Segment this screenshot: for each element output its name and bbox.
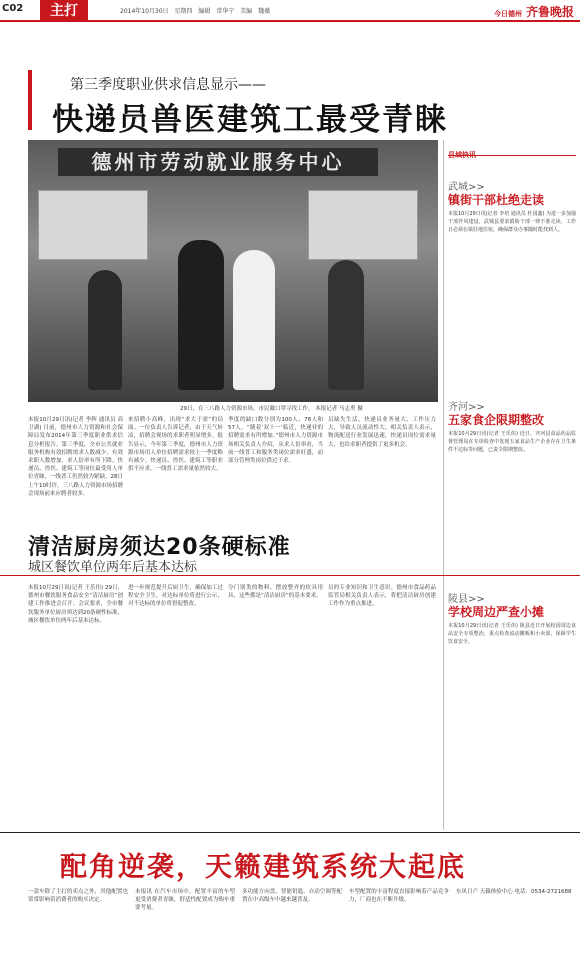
story3-body: 多功能方向盘、智能钥匙、自动空调等配置在中高级车中越来越普及。 xyxy=(242,889,342,904)
sidebar-header: 县域快讯 xyxy=(448,142,576,156)
story3-footer: 东风日产 天籁体验中心 电话：0534-2721688 xyxy=(456,889,572,895)
story2-headline: 清洁厨房须达20条硬标准 xyxy=(28,535,291,560)
story3-body: 本报讯 在汽车市场中，配置丰富的车型更受消费者青睐，舒适性配置成为购车重要考量。 xyxy=(135,889,235,912)
brief-place: 齐河>> xyxy=(448,402,485,413)
brief-place: 武城>> xyxy=(448,182,485,193)
page-number: C02 xyxy=(2,3,24,14)
accent-bar xyxy=(28,70,32,130)
story1-headline: 快递员兽医建筑工最受青睐 xyxy=(52,102,448,138)
story1-body: 来招聘小高峰，出现“求大于需”的局面。一位负责人告诉记者，由于天气转凉，招聘会现场的求职者明显增多。报告显示，今年第三季度，德州市人力资源市场用人单位招聘需求较上一季度略有减少。快递员、兽医、建筑工等职业供不应求，一线普工需求量依然较大。 xyxy=(128,417,223,473)
person-figure xyxy=(178,240,224,390)
story3-body: 一款车除了主打的卖点之外，其他配置也常常影响着消费者的购买决定。 xyxy=(28,889,128,904)
divider xyxy=(0,832,580,833)
photo-sign: 德州市劳动就业服务中心 xyxy=(58,148,378,176)
person-figure xyxy=(328,260,364,390)
story3-body: 车型配置的丰富程度直接影响着产品竞争力，厂商也在不断升级。 xyxy=(349,889,449,904)
brief-qihe xyxy=(448,398,576,455)
brief-wucheng xyxy=(448,178,576,235)
story2-body: 进一步规范提升后厨卫生，确保加工过程安全卫生。对达标单位将进行公示，对不达标的单位将督促整改。 xyxy=(128,585,223,608)
brief-title: 五家食企限期整改 xyxy=(448,413,545,427)
story1-body: 员缺失生活，快递员业务量大、工作压力大，导致人员流动性大。相关负责人表示，物流配送行业发展迅速，快递员岗位需求量大，也给求职者提供了更多机会。 xyxy=(328,417,436,448)
page-header xyxy=(0,0,580,22)
brief-body: 本报10月29日讯(记者 王乐伟) 陵县近日开展校园周边食品安全专项整治，重点检查流动摊贩和小卖部，保障学生饮食安全。 xyxy=(448,623,576,646)
brief-body: 本报10月29日讯(记者 李培 通讯员 杜国鑫) 为进一步加强干部作风建设，武城县要求镇街干部一律不准走读，工作日必须在镇驻地住宿，确保群众办事随时能找到人。 xyxy=(448,211,576,234)
notice-board xyxy=(38,190,148,260)
story2-body: 员的专业知识和卫生意识。德州市食品药品监管局相关负责人表示，将把清洁厨房创建工作作为重点推进。 xyxy=(328,585,436,608)
divider xyxy=(0,575,580,576)
photo-caption: 29日，在三八路人力资源市场，市民戴口罩寻找工作。 本报记者 马志勇 摄 xyxy=(180,406,363,412)
person-figure xyxy=(88,270,122,390)
masthead-logo: 今日德州 齐鲁晚报 xyxy=(493,5,574,19)
brief-place: 陵县>> xyxy=(448,594,485,605)
column-divider xyxy=(443,140,444,830)
story1-body: 本报10月29日讯(记者 李辉 通讯员 高卫湖) 日前，德州市人力资源和社会保障局发布2014年第三季度职业供求信息分析报告。第三季度，全市公共就业服务机构有效招聘需求人数减少，有效求职人数增加，求人倍率有所下降。快递员、兽医、建筑工等岗位最受用人单位青睐，一线普工仍然较为紧缺。28日上午10时许，三八路人力资源市场招聘会现场前来应聘者较多。 xyxy=(28,417,123,497)
brief-title: 镇街干部杜绝走读 xyxy=(448,193,545,207)
story2-body: 本报10月29日讯(记者 王乐伟) 29日，德州市餐饮服务食品安全“清洁厨房”创建工作推进会召开。会议要求，全市餐饮服务单位厨房须达到20条硬性标准，城区餐饮单位两年后基本达标。 xyxy=(28,585,123,624)
brief-body: 本报10月29日讯(记者 王乐伟) 近日，齐河县食品药品监督管理局在专项检查中发现五家食品生产企业存在卫生条件不达标等问题，已责令限期整改。 xyxy=(448,431,576,454)
brief-lingxian xyxy=(448,590,576,647)
story1-photo xyxy=(28,140,438,402)
story2-subhead: 城区餐饮单位两年后基本达标 xyxy=(28,560,198,575)
story2-body: 分门别类的物料、摆放整齐的炊具用具，这些都是“清洁厨房”的基本要求。 xyxy=(228,585,323,600)
story3-headline: 配角逆袭，天籁建筑系统大起底 xyxy=(60,852,466,883)
section-label: 主打 xyxy=(40,0,88,22)
person-figure xyxy=(233,250,275,390)
story1-body: 季度的缺口数分别为100人、78人和57人。“随着‘双十一’临近，快递业的招聘需求有所增加。”德州市人力资源市场相关负责人介绍，从求人倍率看，当前一线普工和服务类岗位需求旺盛，而部分管理类岗位供过于求。 xyxy=(228,417,323,465)
notice-board xyxy=(308,190,418,260)
story1-kicker: 第三季度职业供求信息显示—— xyxy=(70,77,266,93)
issue-meta: 2014年10月30日 星期四 编辑 常华宁 美编 魏薇 xyxy=(120,8,271,15)
brief-title: 学校周边严查小摊 xyxy=(448,605,545,619)
